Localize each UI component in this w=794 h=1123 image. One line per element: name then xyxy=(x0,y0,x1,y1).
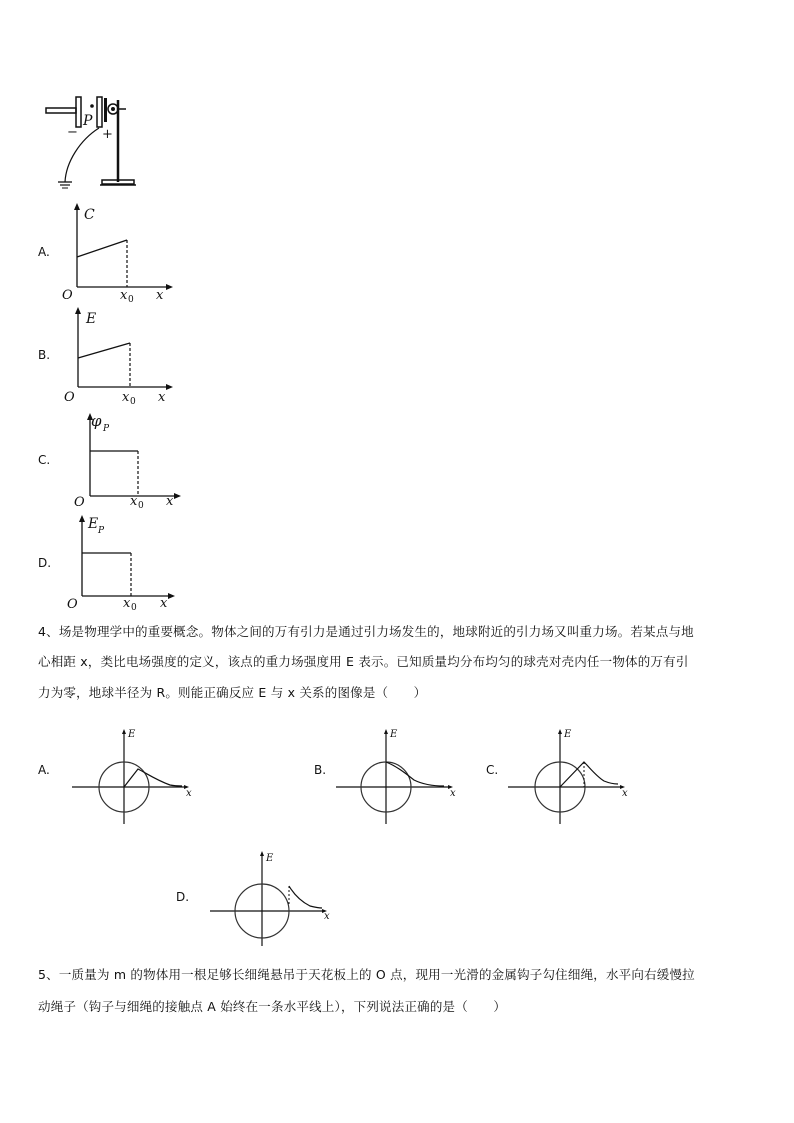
q4-option-B-letter: B. xyxy=(314,763,327,777)
question-4-line-3: 力为零，地球半径为 R。则能正确反应 E 与 x 关系的图像是（ ） xyxy=(38,685,427,700)
q3-option-D-letter: D. xyxy=(38,556,52,570)
q3-B-xaxis-label: x xyxy=(158,390,166,405)
q3-B-ylabel: E xyxy=(86,311,97,327)
q3-B-origin: O xyxy=(64,390,75,405)
q3-B-x0: x xyxy=(122,390,130,405)
q3-D-x0: x xyxy=(123,596,131,611)
point-P-label: P xyxy=(83,113,93,129)
q4-C-ylabel: E xyxy=(564,729,572,740)
q3-option-D-graph xyxy=(64,510,184,612)
q3-D-xaxis-label: x xyxy=(160,596,168,611)
q3-C-ylabel-sub: P xyxy=(103,424,110,434)
q4-D-ylabel: E xyxy=(266,853,274,864)
q3-option-A-letter: A. xyxy=(38,245,50,259)
q4-option-A-letter: A. xyxy=(38,763,50,777)
q4-option-C-letter: C. xyxy=(486,763,499,777)
question-4-line-2: 心相距 x，类比电场强度的定义，该点的重力场强度用 E 表示。已知质量均分布均匀的球壳对壳内任一物体的万有引 xyxy=(38,654,689,669)
q3-C-ylabel: φ xyxy=(91,412,102,430)
q3-D-ylabel-sub: P xyxy=(98,526,105,536)
q3-B-x0-sub: 0 xyxy=(130,397,136,407)
q4-B-xlabel: x xyxy=(450,788,456,799)
q3-A-ylabel: C xyxy=(84,207,95,223)
q4-A-ylabel: E xyxy=(128,729,136,740)
q3-D-ylabel: E xyxy=(88,516,99,532)
q3-C-x0: x xyxy=(130,494,138,509)
q3-A-x0: x xyxy=(120,288,128,303)
q3-C-xaxis-label: x xyxy=(166,494,174,509)
q3-option-C-letter: C. xyxy=(38,453,51,467)
q3-A-origin: O xyxy=(62,288,73,303)
q4-option-D-graph xyxy=(210,850,336,948)
q4-A-xlabel: x xyxy=(186,788,192,799)
q3-D-origin: O xyxy=(67,597,78,612)
q3-A-x0-sub: 0 xyxy=(128,295,134,305)
q3-option-B-letter: B. xyxy=(38,348,51,362)
capacitor-apparatus-figure xyxy=(40,92,140,192)
q3-C-origin: O xyxy=(74,495,85,510)
q4-B-ylabel: E xyxy=(390,729,398,740)
q4-D-xlabel: x xyxy=(324,911,330,922)
q4-option-B-graph xyxy=(336,728,462,826)
question-5-line-1: 5、一质量为 m 的物体用一根足够长细绳悬吊于天花板上的 O 点，现用一光滑的金属钩子勾住细绳，水平向右缓慢拉 xyxy=(38,967,695,982)
q4-option-A-graph xyxy=(72,728,198,826)
question-5-line-2: 动绳子（钩子与细绳的接触点 A 始终在一条水平线上），下列说法正确的是（ ） xyxy=(38,999,507,1014)
plus-label: + xyxy=(102,127,113,142)
q3-A-xaxis-label: x xyxy=(156,288,164,303)
q3-D-x0-sub: 0 xyxy=(131,603,137,613)
q3-option-A-graph xyxy=(60,200,180,305)
q3-option-C-graph xyxy=(70,406,190,510)
minus-label: − xyxy=(67,125,78,140)
q3-C-x0-sub: 0 xyxy=(138,501,144,511)
q3-option-B-graph xyxy=(60,304,180,406)
question-4-line-1: 4、场是物理学中的重要概念。物体之间的万有引力是通过引力场发生的，地球附近的引力场又叫重力场。若某点与地 xyxy=(38,624,694,639)
q4-option-D-letter: D. xyxy=(176,890,190,904)
q4-C-xlabel: x xyxy=(622,788,628,799)
q4-option-C-graph xyxy=(508,728,634,826)
